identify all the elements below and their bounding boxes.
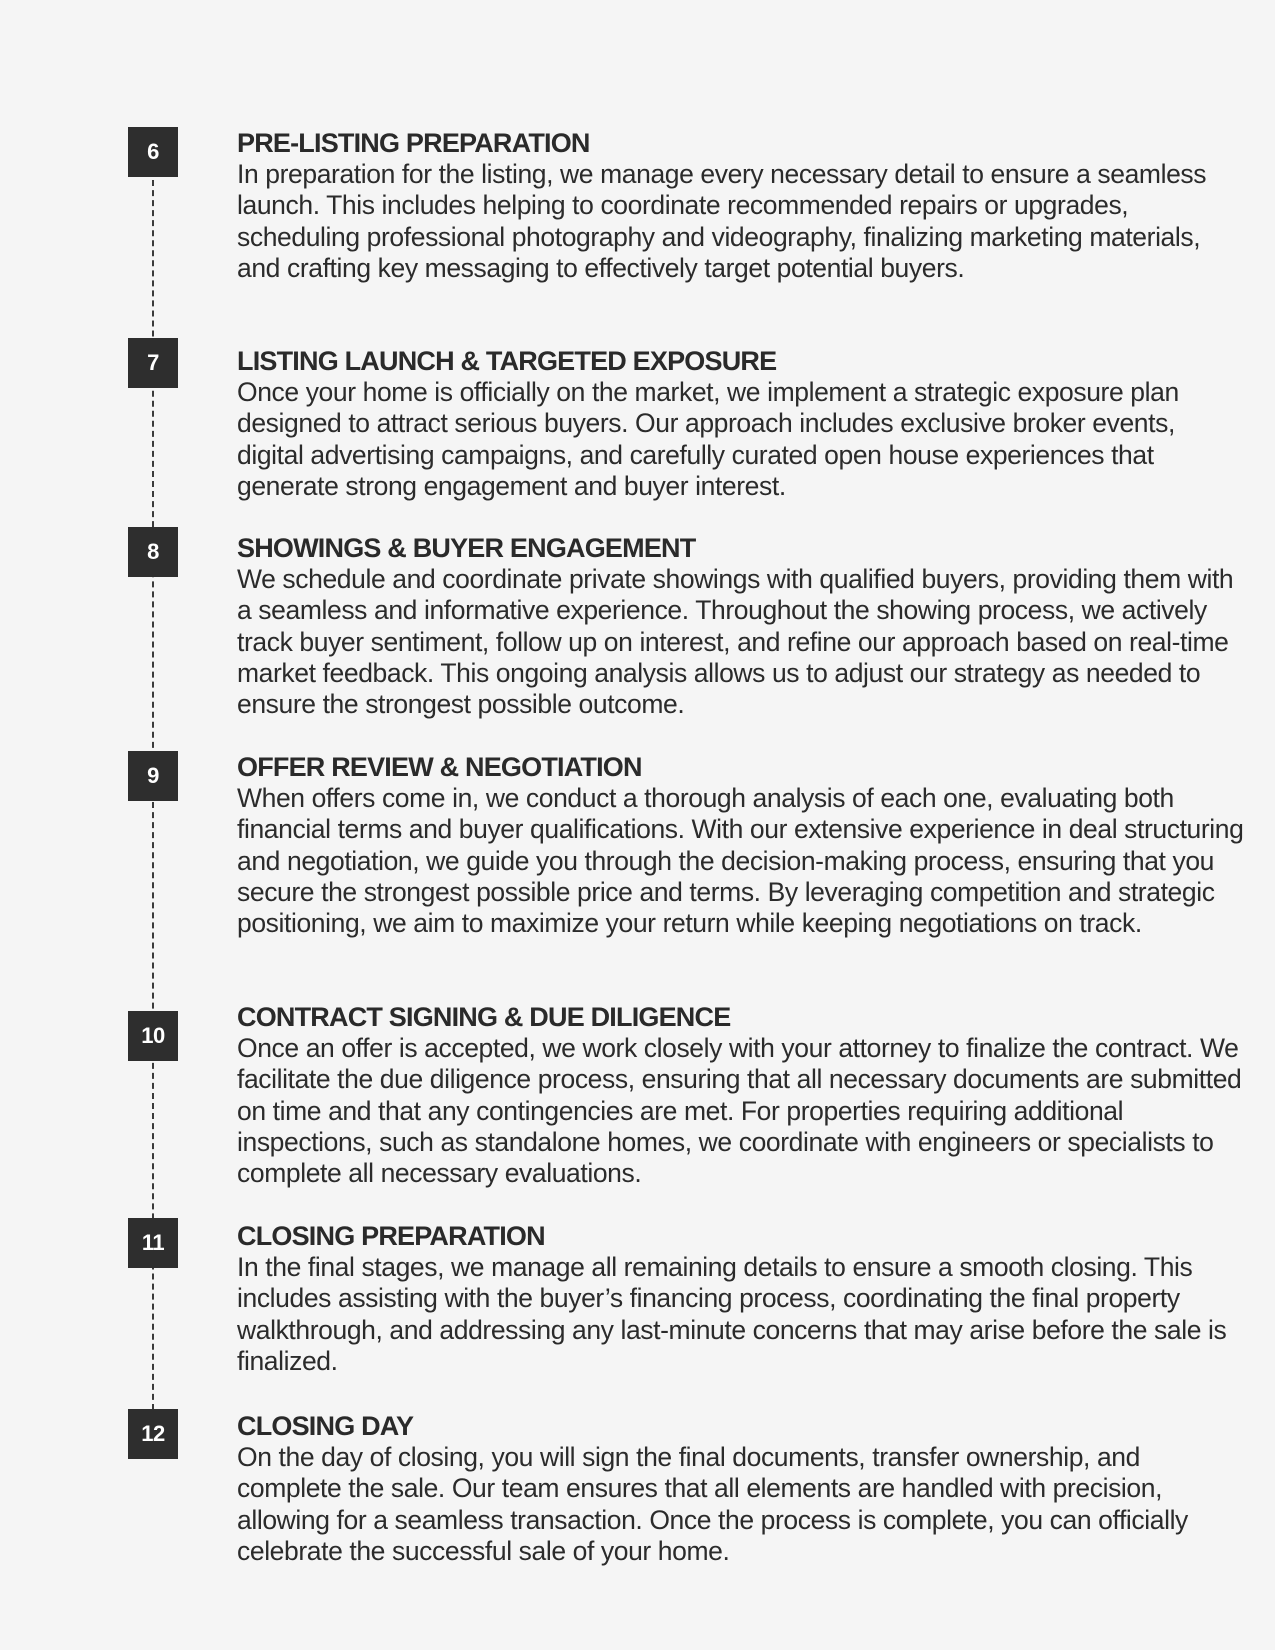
step-number-badge: 12 — [128, 1409, 178, 1459]
step-section — [237, 533, 1247, 720]
step-description: When offers come in, we conduct a thorough analysis of each one, evaluating both financial terms and buyer qualifications. With our extensive experience in deal structuring and negotiation, we guide you through the decision-making process, ensuring that you secure the strongest possible price and terms. By leveraging competition and strategic positioning, we aim to maximize your return while keeping negotiations on track. — [237, 783, 1244, 939]
step-number-badge: 11 — [128, 1218, 178, 1268]
step-section — [237, 128, 1247, 284]
step-description: Once your home is officially on the market, we implement a strategic exposure plan designed to attract serious buyers. Our approach includes exclusive broker events, digital advertising campaigns, and carefully curated open house experiences that generate strong engagement and buyer interest. — [237, 377, 1179, 501]
step-section — [237, 752, 1247, 939]
step-number-badge: 7 — [128, 338, 178, 388]
step-number-badge: 6 — [128, 127, 178, 177]
step-section — [237, 1221, 1247, 1377]
step-section — [237, 1002, 1247, 1189]
step-title: CLOSING DAY — [237, 1411, 414, 1441]
step-title: CONTRACT SIGNING & DUE DILIGENCE — [237, 1002, 731, 1032]
step-description: Once an offer is accepted, we work closely with your attorney to finalize the contract. We facilitate the due diligence process, ensuring that all necessary documents are submitted on time and that any contingencies are met. For properties requiring additional inspections, such as standalone homes, we coordinate with engineers or specialists to complete all necessary evaluations. — [237, 1033, 1242, 1189]
step-title: PRE-LISTING PREPARATION — [237, 128, 590, 158]
step-title: OFFER REVIEW & NEGOTIATION — [237, 752, 642, 782]
step-title: LISTING LAUNCH & TARGETED EXPOSURE — [237, 346, 777, 376]
step-description: In the final stages, we manage all remaining details to ensure a smooth closing. This includes assisting with the buyer’s financing process, coordinating the final property walkthrough, and addressing any last-minute concerns that may arise before the sale is finalized. — [237, 1252, 1227, 1376]
step-section — [237, 346, 1247, 502]
step-number-badge: 8 — [128, 527, 178, 577]
step-title: SHOWINGS & BUYER ENGAGEMENT — [237, 533, 696, 563]
step-description: In preparation for the listing, we manage every necessary detail to ensure a seamless launch. This includes helping to coordinate recommended repairs or upgrades, scheduling professional photography and videography, finalizing marketing materials, and crafting key messaging to effectively target potential buyers. — [237, 159, 1207, 283]
step-section — [237, 1411, 1247, 1567]
step-description: On the day of closing, you will sign the final documents, transfer ownership, and complete the sale. Our team ensures that all elements are handled with precision, allowing for a seamless transaction. Once the process is complete, you can officially celebrate the successful sale of your home. — [237, 1442, 1188, 1566]
step-number-badge: 10 — [128, 1011, 178, 1061]
step-description: We schedule and coordinate private showings with qualified buyers, providing them with a seamless and informative experience. Throughout the showing process, we actively track buyer sentiment, follow up on interest, and refine our approach based on real-time market feedback. This ongoing analysis allows us to adjust our strategy as needed to ensure the strongest possible outcome. — [237, 564, 1234, 720]
step-number-badge: 9 — [128, 751, 178, 801]
step-title: CLOSING PREPARATION — [237, 1221, 545, 1251]
